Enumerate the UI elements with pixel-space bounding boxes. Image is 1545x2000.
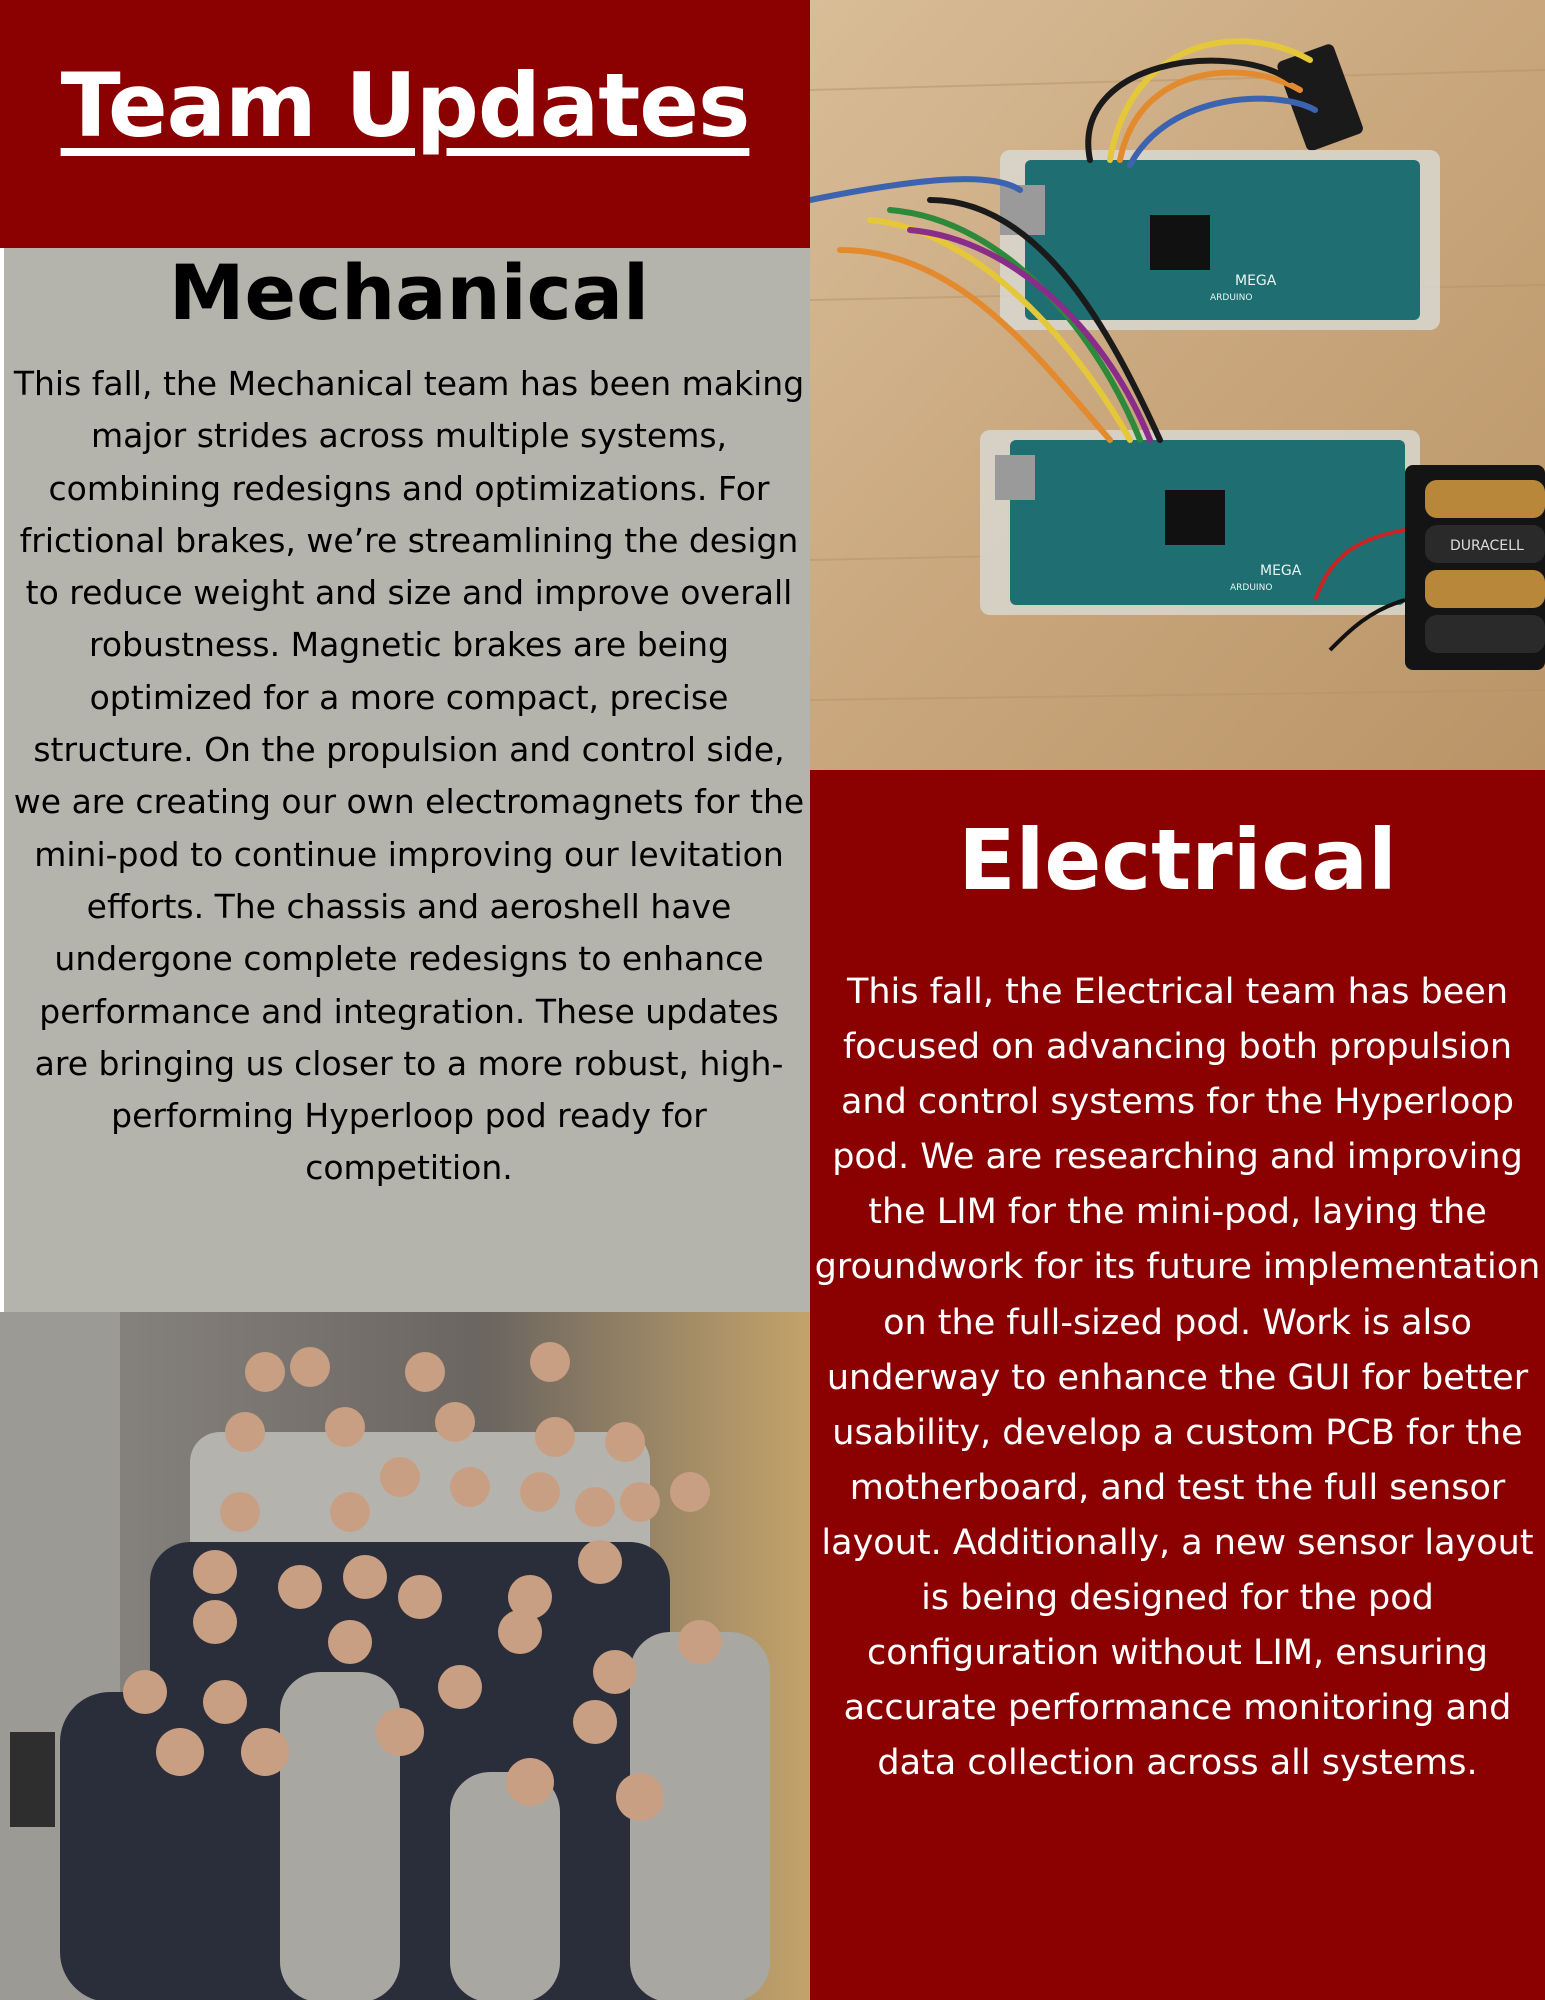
mechanical-section: [0, 248, 810, 1312]
board-brand-lower: ARDUINO: [1230, 583, 1273, 593]
electrical-section: [810, 770, 1545, 2000]
team-group-photo: [0, 1312, 810, 2000]
mechanical-body-text: This fall, the Mechanical team has been making major strides across multiple systems, combining redesigns and optimizations. For frictional brakes, we’re streamlining the design to reduce weight and size and improve overall robustness. Magnetic brakes are being optimized for a more compact, precise structure. On the propulsion and control side, we are creating our own electromagnets for the mini-pod to continue improving our levitation efforts. The chassis and aeroshell have undergone complete redesigns to enhance performance and integration. These updates are bringing us closer to a more robust, high-performing Hyperloop pod ready for competition.: [13, 364, 805, 1188]
electrical-heading: Electrical: [958, 811, 1397, 909]
page-title: Team Updates: [60, 54, 750, 157]
arduino-boards-photo: [810, 0, 1545, 770]
wall-sign: [10, 1732, 55, 1827]
board-logo: MEGA: [1235, 273, 1277, 289]
title-banner: [0, 0, 810, 248]
arduino-mega-board-upper: [1000, 150, 1440, 330]
battery-brand: DURACELL: [1450, 538, 1524, 554]
electrical-body-text: This fall, the Electrical team has been focused on advancing both propulsion and control systems for the Hyperloop pod. We are researching and improving the LIM for the mini-pod, laying the groundwork for its future implementation on the full-sized pod. Work is also underway to enhance the GUI for better usability, develop a custom PCB for the motherboard, and test the full sensor layout. Additionally, a new sensor layout is being designed for the pod configuration without LIM, ensuring accurate performance monitoring and data collection across all systems.: [814, 972, 1541, 1784]
mechanical-heading: Mechanical: [168, 248, 650, 337]
team-photo-illustration: [0, 1312, 810, 2000]
arduino-mega-board-lower: [980, 430, 1420, 615]
board-brand: ARDUINO: [1210, 293, 1253, 303]
arduino-photo-illustration: [810, 0, 1545, 770]
board-logo-lower: MEGA: [1260, 563, 1302, 579]
